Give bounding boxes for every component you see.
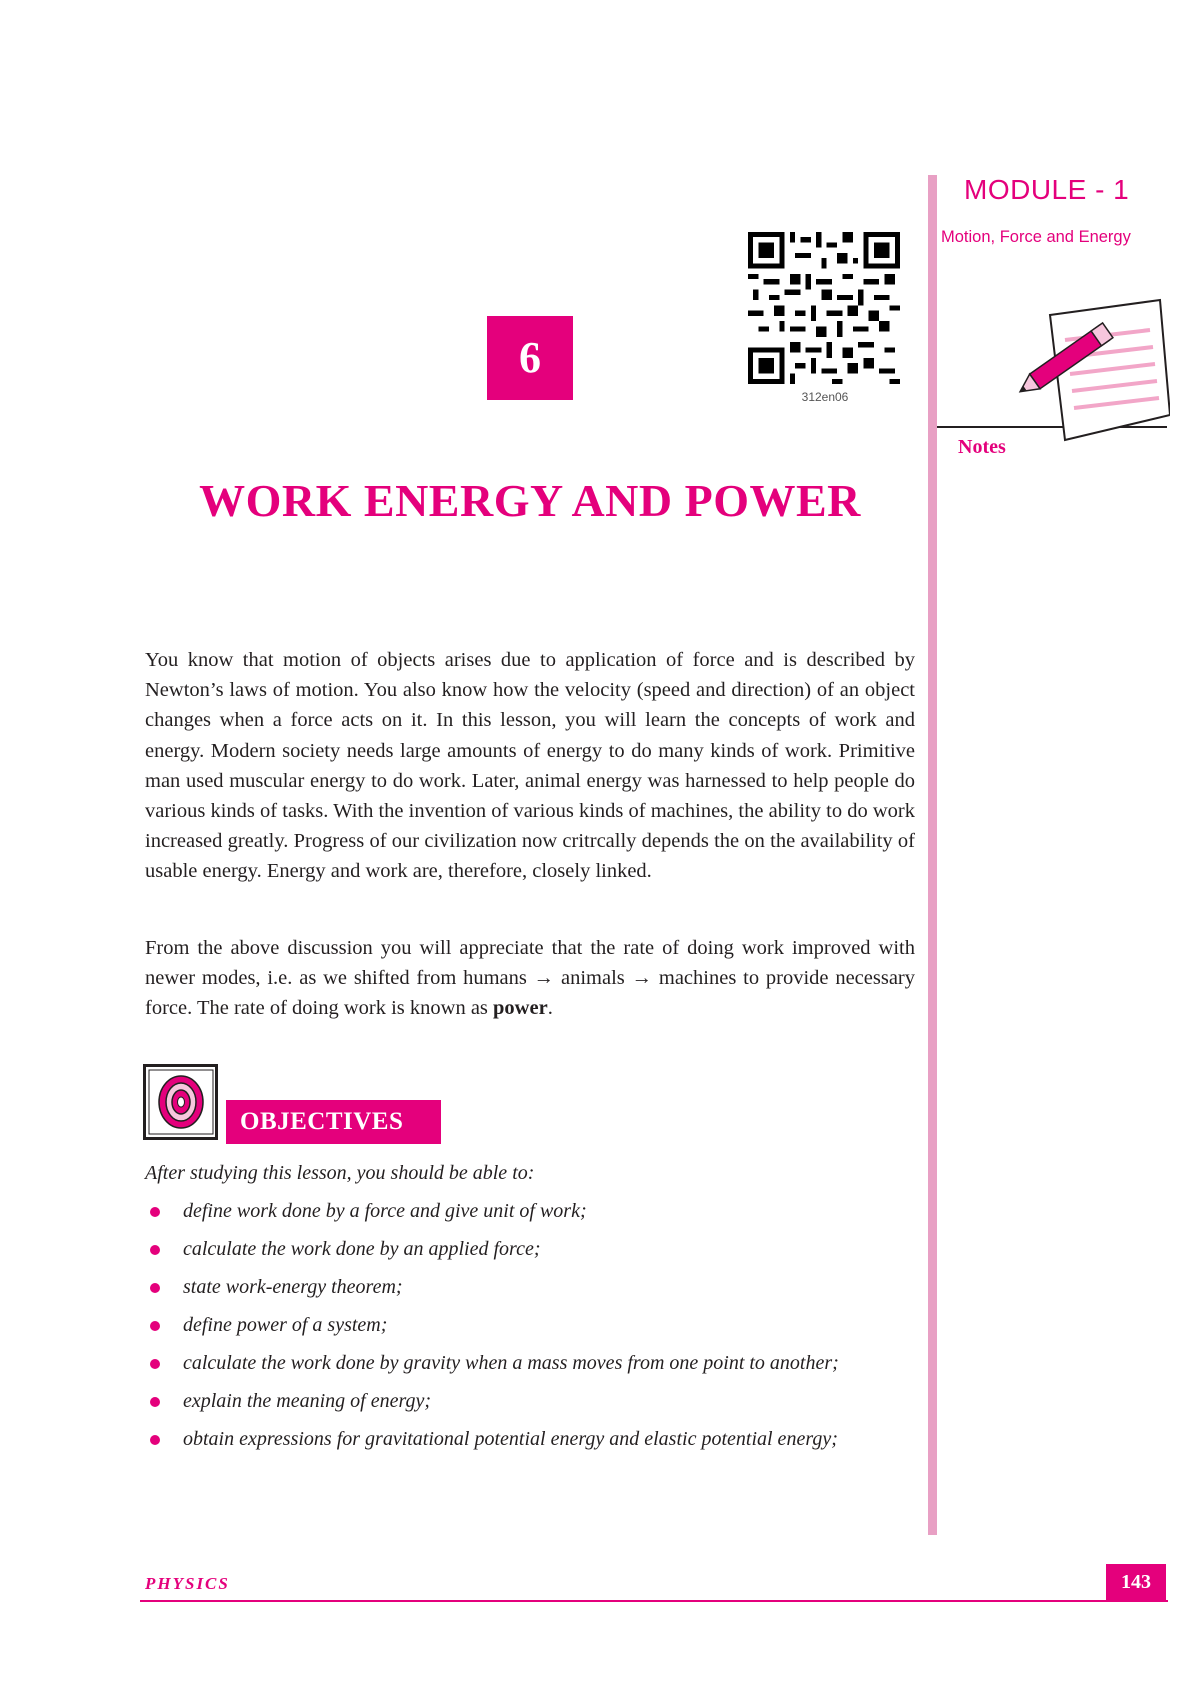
- objective-text: obtain expressions for gravitational potential energy and elastic potential energy;: [183, 1428, 838, 1450]
- bullet-icon: [150, 1207, 160, 1217]
- module-subtitle: Motion, Force and Energy: [941, 228, 1131, 246]
- module-title: MODULE - 1: [964, 174, 1130, 205]
- notes-pen-icon: [1010, 295, 1170, 450]
- bullet-icon: [150, 1245, 160, 1255]
- objective-item: [145, 1234, 915, 1264]
- power-term: power: [493, 997, 548, 1020]
- objective-item: [145, 1310, 915, 1340]
- objective-text: calculate the work done by gravity when a mass moves from one point to another;: [183, 1352, 839, 1374]
- objective-item: [145, 1386, 915, 1416]
- objective-item: [145, 1196, 915, 1226]
- power-paragraph-text: From the above discussion you will appreciate that the rate of doing work improved with newer modes, i.e. as we shifted from humans → animals → machines to provide necessary force. The rate of doing work is known as: [145, 937, 915, 1020]
- objective-item: [145, 1424, 915, 1454]
- objectives-intro: After studying this lesson, you should be able to:: [145, 1162, 535, 1184]
- page-number: 143: [1106, 1564, 1166, 1600]
- objective-text: calculate the work done by an applied force;: [183, 1238, 541, 1260]
- intro-paragraph: You know that motion of objects arises due to application of force and is described by Newton’s laws of motion. You also know how the velocity (speed and direction) of an object changes when a force acts on it. In this lesson, you will learn the concepts of work and energy. Modern society needs large amounts of energy to do many kinds of work. Primitive man used muscular energy to do work. Later, animal energy was harnessed to help people do various kinds of tasks. With the invention of various kinds of machines, the ability to do work increased greatly. Progress of our civilization now critrcally depends the on the availability of usable energy. Energy and work are, therefore, closely linked.: [145, 649, 915, 883]
- chapter-number: 6: [487, 316, 573, 400]
- objective-text: state work-energy theorem;: [183, 1276, 403, 1298]
- qr-code-icon: [748, 232, 900, 384]
- objective-item: [145, 1272, 915, 1302]
- objective-text: explain the meaning of energy;: [183, 1390, 432, 1412]
- power-paragraph: [145, 933, 915, 1024]
- objective-text: define work done by a force and give unit of work;: [183, 1200, 587, 1222]
- chapter-title: WORK ENERGY AND POWER: [199, 475, 861, 526]
- footer-rule: [140, 1600, 1168, 1602]
- objective-item: [145, 1348, 915, 1378]
- target-icon: [143, 1064, 223, 1140]
- bullet-icon: [150, 1435, 160, 1445]
- objectives-list: [145, 1196, 915, 1462]
- power-paragraph-end: .: [547, 997, 553, 1020]
- footer-subject: PHYSICS: [145, 1574, 230, 1593]
- qr-caption: 312en06: [801, 390, 849, 404]
- margin-bar: [928, 175, 937, 1535]
- bullet-icon: [150, 1283, 160, 1293]
- objective-text: define power of a system;: [183, 1314, 388, 1336]
- bullet-icon: [150, 1359, 160, 1369]
- bullet-icon: [150, 1321, 160, 1331]
- bullet-icon: [150, 1397, 160, 1407]
- notes-label: Notes: [958, 436, 1006, 458]
- objectives-heading: OBJECTIVES: [226, 1100, 441, 1144]
